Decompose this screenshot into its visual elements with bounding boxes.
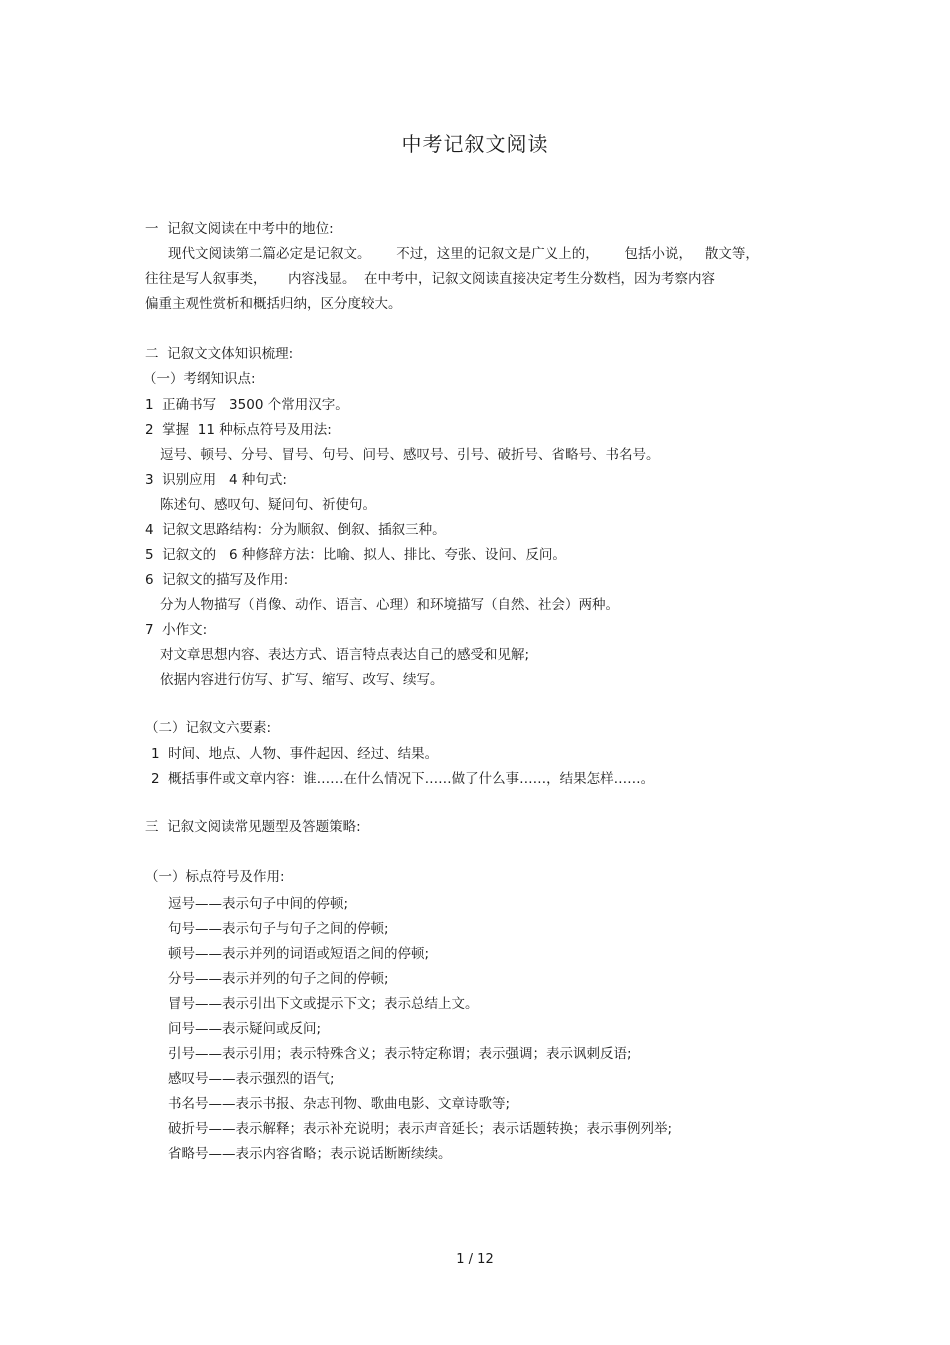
list-item-detail: 陈述句、感叹句、疑问句、祈使句。	[160, 497, 376, 513]
section1-paragraph-line: 现代文阅读第二篇必定是记叙文。 不过，这里的记叙文是广义上的， 包括小说， 散文等，	[168, 246, 759, 262]
list-item-detail: 依据内容进行仿写、扩写、缩写、改写、续写。	[160, 672, 444, 688]
list-item: 2 概括事件或文章内容：谁……在什么情况下……做了什么事……，结果怎样……。	[151, 771, 655, 787]
section1-heading: 一 记叙文阅读在中考中的地位:	[145, 221, 334, 237]
punctuation-mark-item: 感叹号——表示强烈的语气;	[168, 1071, 335, 1087]
punctuation-mark-item: 引号——表示引用；表示特殊含义；表示特定称谓；表示强调；表示讽刺反语;	[168, 1046, 632, 1062]
punctuation-mark-item: 顿号——表示并列的词语或短语之间的停顿;	[168, 946, 430, 962]
punctuation-mark-item: 句号——表示句子与句子之间的停顿;	[168, 921, 389, 937]
list-item: 3 识别应用 4 种句式:	[145, 472, 287, 488]
section1-paragraph-line: 偏重主观性赏析和概括归纳，区分度较大。	[145, 296, 402, 312]
list-item-detail: 对文章思想内容、表达方式、语言特点表达自己的感受和见解;	[160, 647, 530, 663]
section2-subheading: （一）考纲知识点:	[143, 371, 256, 387]
punctuation-mark-item: 问号——表示疑问或反问;	[168, 1021, 322, 1037]
section3-subheading: （一）标点符号及作用:	[145, 869, 285, 885]
punctuation-mark-item: 冒号——表示引出下文或提示下文；表示总结上文。	[168, 996, 479, 1012]
list-item: 1 正确书写 3500 个常用汉字。	[145, 397, 349, 413]
list-item: 1 时间、地点、人物、事件起因、经过、结果。	[151, 746, 439, 762]
page-number: 1 / 12	[456, 1252, 494, 1267]
section2-heading: 二 记叙文文体知识梳理:	[145, 346, 294, 362]
section3-heading: 三 记叙文阅读常见题型及答题策略:	[145, 819, 361, 835]
list-item: 5 记叙文的 6 种修辞方法：比喻、拟人、排比、夸张、设问、反问。	[145, 547, 566, 563]
punctuation-mark-item: 逗号——表示句子中间的停顿;	[168, 896, 349, 912]
list-item: 6 记叙文的描写及作用:	[145, 572, 289, 588]
section2-subheading: （二）记叙文六要素:	[145, 720, 272, 736]
list-item: 2 掌握 11 种标点符号及用法:	[145, 422, 332, 438]
punctuation-mark-item: 破折号——表示解释；表示补充说明；表示声音延长；表示话题转换；表示事例列举;	[168, 1121, 673, 1137]
list-item: 4 记叙文思路结构：分为顺叙、倒叙、插叙三种。	[145, 522, 446, 538]
punctuation-mark-item: 书名号——表示书报、杂志刊物、歌曲电影、文章诗歌等;	[168, 1096, 511, 1112]
list-item-detail: 逗号、顿号、分号、冒号、句号、问号、感叹号、引号、破折号、省略号、书名号。	[160, 447, 660, 463]
punctuation-mark-item: 分号——表示并列的句子之间的停顿;	[168, 971, 389, 987]
section1-paragraph-line: 往往是写人叙事类， 内容浅显。 在中考中，记叙文阅读直接决定考生分数档，因为考察内容	[145, 271, 716, 287]
document-title: 中考记叙文阅读	[401, 132, 549, 156]
list-item-detail: 分为人物描写（肖像、动作、语言、心理）和环境描写（自然、社会）两种。	[160, 597, 619, 613]
list-item: 7 小作文:	[145, 622, 208, 638]
punctuation-mark-item: 省略号——表示内容省略；表示说话断断续续。	[168, 1146, 452, 1162]
